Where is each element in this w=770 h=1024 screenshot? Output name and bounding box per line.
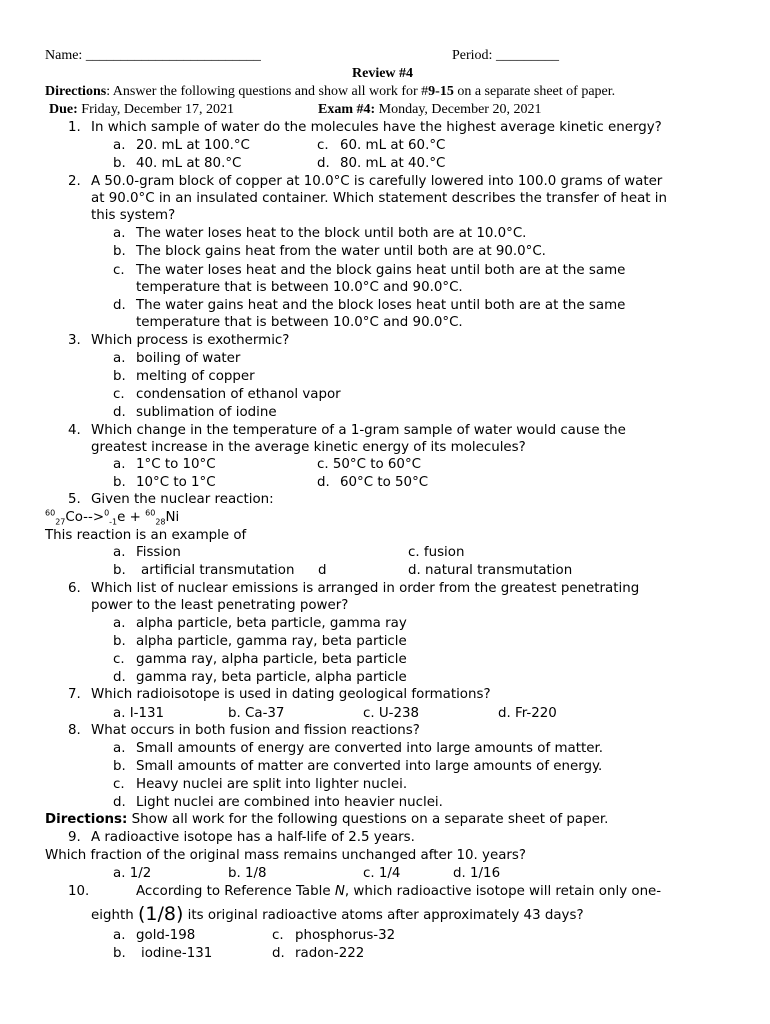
exam-date: Monday, December 20, 2021 [375, 102, 542, 117]
q3-letter-b: b. [113, 369, 126, 384]
q6-letter-c: c. [113, 652, 125, 667]
co-symbol: Co--> [65, 510, 105, 525]
q10-option-a[interactable]: gold-198 [136, 928, 196, 943]
q7-option-c[interactable]: c. U-238 [363, 706, 420, 721]
due-date: Friday, December 17, 2021 [77, 102, 234, 117]
q6-text-line2: power to the least penetrating power? [91, 598, 349, 613]
q4-text-line1: Which change in the temperature of a 1-gram sample of water would cause the [91, 423, 626, 438]
e-symbol: e + [117, 510, 146, 525]
name-blank[interactable]: _________________________ [85, 48, 261, 63]
q2-text-line3: this system? [91, 208, 176, 223]
q10-number: 10. [68, 884, 90, 899]
q10-fraction: (1/8) [137, 903, 184, 925]
q9-text: A radioactive isotope has a half-life of 2.5 years. [91, 830, 415, 845]
q10-text-2a: eighth [91, 908, 138, 923]
q1-option-a[interactable]: 20. mL at 100.°C [136, 138, 250, 153]
due-label: Due: [49, 102, 78, 117]
q5-option-b-extra: d [318, 563, 327, 578]
directions-range: 9-15 [428, 84, 454, 99]
q6-letter-a: a. [113, 616, 126, 631]
q2-option-c-line2[interactable]: temperature that is between 10.0°C and 90.0°C. [136, 280, 463, 295]
q5-text: Given the nuclear reaction: [91, 492, 274, 507]
q2-option-b[interactable]: The block gains heat from the water until both are at 90.0°C. [136, 244, 546, 259]
q6-letter-d: d. [113, 670, 126, 685]
q1-letter-b: b. [113, 156, 126, 171]
directions-2 [45, 811, 608, 829]
exam-line [318, 101, 541, 119]
q3-option-d[interactable]: sublimation of iodine [136, 405, 277, 420]
q10-option-d[interactable]: radon-222 [295, 946, 365, 961]
directions-text-b: on a separate sheet of paper. [453, 84, 616, 99]
q2-option-d-line1[interactable]: The water gains heat and the block loses heat until both are at the same [136, 298, 626, 313]
q3-text: Which process is exothermic? [91, 333, 290, 348]
q6-number: 6. [68, 581, 81, 596]
q10-option-b[interactable]: iodine-131 [141, 946, 213, 961]
q1-letter-a: a. [113, 138, 126, 153]
q3-letter-c: c. [113, 387, 125, 402]
q8-number: 8. [68, 723, 81, 738]
directions-label: Directions [45, 84, 107, 99]
q4-letter-d: d. [317, 475, 330, 490]
q9-option-d[interactable]: d. 1/16 [453, 866, 501, 881]
q4-number: 4. [68, 423, 81, 438]
q1-letter-c: c. [317, 138, 329, 153]
q8-text: What occurs in both fusion and fission reactions? [91, 723, 420, 738]
q6-letter-b: b. [113, 634, 126, 649]
q3-number: 3. [68, 333, 81, 348]
q10-text-line2 [91, 905, 584, 925]
q10-text-1b: , which radioactive isotope will retain only one- [344, 884, 662, 899]
q2-option-d-line2[interactable]: temperature that is between 10.0°C and 90.0°C. [136, 315, 463, 330]
q5-nuclear-equation [45, 509, 179, 527]
q6-option-b[interactable]: alpha particle, gamma ray, beta particle [136, 634, 407, 649]
q2-letter-c: c. [113, 263, 125, 278]
period-line [452, 47, 559, 65]
q4-option-d[interactable]: 60°C to 50°C [340, 475, 429, 490]
q7-text: Which radioisotope is used in dating geological formations? [91, 687, 491, 702]
q8-letter-b: b. [113, 759, 126, 774]
ni-atomic-number: 28 [155, 517, 166, 527]
q5-follow-text: This reaction is an example of [45, 528, 247, 543]
q1-text: In which sample of water do the molecules have the highest average kinetic energy? [91, 120, 662, 135]
q9-option-b[interactable]: b. 1/8 [228, 866, 267, 881]
q10-table-letter: N [334, 884, 345, 899]
q3-letter-a: a. [113, 351, 126, 366]
q10-letter-b: b. [113, 946, 126, 961]
q7-option-b[interactable]: b. Ca-37 [228, 706, 285, 721]
q2-text-line1: A 50.0-gram block of copper at 10.0°C is carefully lowered into 100.0 grams of water [91, 174, 663, 189]
q6-option-d[interactable]: gamma ray, beta particle, alpha particle [136, 670, 407, 685]
q1-option-c[interactable]: 60. mL at 60.°C [340, 138, 446, 153]
name-line [45, 47, 261, 65]
ni-symbol: Ni [165, 510, 180, 525]
q8-option-d[interactable]: Light nuclei are combined into heavier nuclei. [136, 795, 443, 810]
q8-option-a[interactable]: Small amounts of energy are converted into large amounts of matter. [136, 741, 603, 756]
q4-option-b[interactable]: 10°C to 1°C [136, 475, 216, 490]
q5-option-d[interactable]: d. natural transmutation [408, 563, 573, 578]
q4-text-line2: greatest increase in the average kinetic energy of its molecules? [91, 440, 526, 455]
q10-letter-c: c. [272, 928, 284, 943]
directions-2-text: Show all work for the following questions on a separate sheet of paper. [127, 812, 609, 827]
period-blank[interactable]: _________ [495, 48, 559, 63]
q3-option-a[interactable]: boiling of water [136, 351, 241, 366]
q2-letter-b: b. [113, 244, 126, 259]
e-mass-number: 0 [104, 508, 110, 518]
q10-option-c[interactable]: phosphorus-32 [295, 928, 396, 943]
q7-option-a[interactable]: a. I-131 [113, 706, 165, 721]
q8-letter-d: d. [113, 795, 126, 810]
q9-number: 9. [68, 830, 81, 845]
q4-letter-a: a. [113, 457, 126, 472]
q3-option-b[interactable]: melting of copper [136, 369, 255, 384]
page-title: Review #4 [352, 66, 414, 81]
q7-option-d[interactable]: d. Fr-220 [498, 706, 557, 721]
q2-letter-d: d. [113, 298, 126, 313]
q3-option-c[interactable]: condensation of ethanol vapor [136, 387, 341, 402]
q4-option-c[interactable]: c. 50°C to 60°C [317, 457, 421, 472]
name-label: Name: [45, 48, 83, 63]
q8-option-b[interactable]: Small amounts of matter are converted into large amounts of energy. [136, 759, 603, 774]
q2-text-line2: at 90.0°C in an insulated container. Which statement describes the transfer of heat in [91, 191, 668, 206]
q1-option-b[interactable]: 40. mL at 80.°C [136, 156, 242, 171]
q6-option-a[interactable]: alpha particle, beta particle, gamma ray [136, 616, 407, 631]
q2-option-a[interactable]: The water loses heat to the block until both are at 10.0°C. [136, 226, 527, 241]
q5-option-a[interactable]: Fission [136, 545, 181, 560]
q9-follow-text: Which fraction of the original mass remains unchanged after 10. years? [45, 848, 527, 863]
q4-letter-b: b. [113, 475, 126, 490]
q5-number: 5. [68, 492, 81, 507]
period-label: Period: [452, 48, 493, 63]
due-line [49, 101, 234, 119]
q10-text-line1 [136, 883, 661, 901]
q2-letter-a: a. [113, 226, 126, 241]
q2-number: 2. [68, 174, 81, 189]
co-atomic-number: 27 [55, 517, 66, 527]
exam-label: Exam #4: [318, 102, 376, 117]
q6-option-c[interactable]: gamma ray, alpha particle, beta particle [136, 652, 407, 667]
q3-letter-d: d. [113, 405, 126, 420]
q10-letter-a: a. [113, 928, 126, 943]
q5-option-b[interactable]: artificial transmutation [141, 563, 295, 578]
q9-option-a[interactable]: a. 1/2 [113, 866, 152, 881]
e-charge: -1 [109, 517, 118, 527]
q5-letter-a: a. [113, 545, 126, 560]
q10-letter-d: d. [272, 946, 285, 961]
q1-option-d[interactable]: 80. mL at 40.°C [340, 156, 446, 171]
q1-letter-d: d. [317, 156, 330, 171]
q2-option-c-line1[interactable]: The water loses heat and the block gains heat until both are at the same [136, 263, 626, 278]
directions-line [45, 83, 615, 101]
q5-letter-b: b. [113, 563, 126, 578]
q8-letter-a: a. [113, 741, 126, 756]
co-mass-number: 60 [45, 508, 56, 518]
directions-text-a: : Answer the following questions and show all work for # [106, 84, 429, 99]
q9-option-c[interactable]: c. 1/4 [363, 866, 401, 881]
directions-2-label: Directions: [45, 812, 128, 827]
ni-mass-number: 60 [145, 508, 156, 518]
q6-text-line1: Which list of nuclear emissions is arranged in order from the greatest penetrating [91, 581, 640, 596]
q10-text-2b: its original radioactive atoms after approximately 43 days? [183, 908, 584, 923]
q7-number: 7. [68, 687, 81, 702]
q5-option-c[interactable]: c. fusion [408, 545, 465, 560]
q1-number: 1. [68, 120, 81, 135]
q4-option-a[interactable]: 1°C to 10°C [136, 457, 216, 472]
q10-text-1a: According to Reference Table [136, 884, 335, 899]
q8-option-c[interactable]: Heavy nuclei are split into lighter nuclei. [136, 777, 408, 792]
q8-letter-c: c. [113, 777, 125, 792]
